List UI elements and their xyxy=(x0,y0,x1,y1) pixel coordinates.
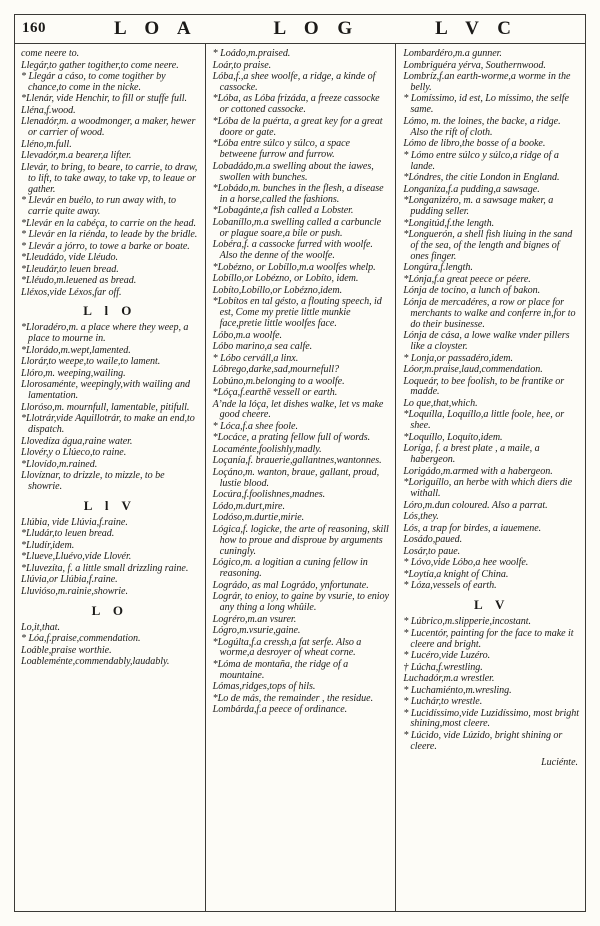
dictionary-entry: Lóbo marino,a sea calfe. xyxy=(212,341,313,353)
dictionary-entry: Lógica,f. logicke, the arte of reasoning, skill how to proue and disproue by arguments cuningly. xyxy=(212,523,389,557)
dictionary-entry: * Llevár a jórro, to towe a barke or boate. xyxy=(21,240,190,252)
dictionary-entry: Lluvióso,m.rainie,showrie. xyxy=(21,585,128,597)
dictionary-entry: Lobúno,m.belonging to a woolfe. xyxy=(212,375,345,387)
dictionary-entry: Lómo de libro,the bosse of a booke. xyxy=(403,138,546,150)
dictionary-entry: * Llegár a cáso, to come togither by chance,to come in the nicke. xyxy=(21,71,166,93)
dictionary-entry: Llovér,y o Llúeco,to raine. xyxy=(21,447,127,459)
dictionary-entry: *Lobádo,m. bunches in the flesh, a disease in a horse,called the fashions. xyxy=(212,183,384,205)
dictionary-entry: *Longuerón, a shell fish liuing in the sand of the sea, of the length and bignes of ones finger. xyxy=(403,229,573,262)
dictionary-entry: Lombardéro,m.a gunner. xyxy=(403,48,502,59)
dictionary-entry: *Locáce, a prating fellow full of words. xyxy=(212,432,371,444)
dictionary-entry: Lóba,f.,a shee woolfe, a ridge, a kinde of cassocke. xyxy=(212,71,376,93)
dictionary-entry: *Lóba, as Lóba frizáda, a freeze cassocke or cottoned cassocke. xyxy=(212,93,380,116)
dictionary-entry: Lógico,m. a logitian a cuning fellow in reasoning. xyxy=(212,557,368,580)
dictionary-entry: Llúbia, vide Llúvia,f.raine. xyxy=(21,516,128,528)
dictionary-entry: *Lléudo,m.leuened as bread. xyxy=(21,275,137,287)
dictionary-entry: *Llotrár,vide Aquillotrár, to make an end,to dispatch. xyxy=(21,413,195,436)
dictionary-entry: Longúra,f.length. xyxy=(403,262,473,274)
dictionary-entry: * Lómo entre súlco y súlco,a ridge of a lande. xyxy=(403,149,559,172)
dictionary-entry: Lo que,that,which. xyxy=(403,397,478,409)
dictionary-entry: *Lluvezíta, f. a little small drizzling raine. xyxy=(21,562,189,574)
section-heading: L l O xyxy=(83,303,137,319)
dictionary-entry: Lobíto,Lobíllo,or Lobézno,idem. xyxy=(212,284,343,296)
dictionary-entry: Lobaníllo,m.a swelling called a carbuncle or plague soare,a bile or push. xyxy=(212,216,382,239)
dictionary-entry: *Llenár, vide Henchir, to fill or stuffe full. xyxy=(21,93,187,105)
dictionary-entry: Llóro,m. weeping,wailing. xyxy=(21,367,126,379)
dictionary-entry: Longaníza,f.a pudding,a sawsage. xyxy=(403,183,540,195)
dictionary-entry: Llovedíza água,raine water. xyxy=(21,435,133,447)
dictionary-entry: * Lóvo,vide Lóbo,a hee woolfe. xyxy=(403,557,529,569)
column-right xyxy=(395,44,586,912)
dictionary-entry: Llúvia,or Llúbia,f.raine. xyxy=(21,574,118,586)
dictionary-entry: Lóor,m.praise,laud,commendation. xyxy=(403,364,543,376)
running-head-2: L O G xyxy=(273,17,360,39)
dictionary-entry: Lorigádo,m.armed with a habergeon. xyxy=(403,465,553,477)
dictionary-entry: Lódo,m.durt,mire. xyxy=(212,500,285,512)
section-heading: L l V xyxy=(83,497,136,513)
dictionary-entry: Lógro,m.vsurie,gaine. xyxy=(212,625,301,636)
dictionary-entry: *Loytía,a knight of China. xyxy=(403,568,509,580)
dictionary-entry: *Lleudádo, vide Lléudo. xyxy=(21,252,118,264)
dictionary-entry: Llevadór,m.a bearer,a lifter. xyxy=(21,150,132,162)
dictionary-entry: *Lóma de montaña, the ridge of a mountaine. xyxy=(212,658,349,681)
dictionary-entry: *Lobagánte,a fish called a Lobster. xyxy=(212,205,354,217)
dictionary-entry: * Luchamiénto,m.wresling. xyxy=(403,684,512,696)
dictionary-entry: Loríga, f. a brest plate , a maile, a habergeon. xyxy=(403,443,540,466)
catchword: Luciénte. xyxy=(541,756,579,768)
dictionary-entry: Llorosaménte, weepingly,with wailing and lamentation. xyxy=(21,379,190,402)
dictionary-entry: Lóro,m.dun coloured. Also a parrat. xyxy=(403,499,548,511)
dictionary-entry: *Lobézno, or Lobíllo,m.a woolfes whelp. xyxy=(212,261,376,273)
dictionary-entry: Llovíznar, to drizzle, to mizzle, to be showrie. xyxy=(21,470,165,493)
dictionary-entry: * Lóbo cerváll,a linx. xyxy=(212,352,299,364)
dictionary-entry: Lóbrego,darke,sad,mournefull? xyxy=(212,364,339,376)
dictionary-entry: Lombríz,f.an earth-worme,a worme in the belly. xyxy=(403,71,571,93)
dictionary-entry: Lodóso,m.durtie,mirie. xyxy=(212,512,305,524)
running-head-3: L V C xyxy=(435,17,518,39)
dictionary-entry: * Lonja,or passadéro,idem. xyxy=(403,352,513,364)
section-heading: L V xyxy=(474,597,510,613)
dictionary-entry: Lombárda,f.a peece of ordinance. xyxy=(212,704,348,716)
folio-number: 160 xyxy=(22,20,46,36)
dictionary-entry: † Lúcha,f.wrestling. xyxy=(403,661,483,673)
dictionary-entry: * Lucentór, painting for the face to make it cleere and bright. xyxy=(403,627,574,650)
dictionary-entry: Loár,to praise. xyxy=(212,59,272,71)
dictionary-entry: *Lóba de la puérta, a great key for a great doore or gate. xyxy=(212,115,383,138)
dictionary-entry: *Lobítos en tal gésto, a flouting speech, id est, Come my pretie little munkie face,pretie little woolfes face. xyxy=(212,296,382,330)
dictionary-entry: Llegár,to gather togither,to come neere. xyxy=(21,59,179,71)
dictionary-entry: *Lóba entre súlco y súlco, a space betweene furrow and furrow. xyxy=(212,138,350,161)
dictionary-entry: *Llevár en la cabéça, to carrie on the head. xyxy=(21,217,196,229)
dictionary-entry: Lobíllo,or Lobézno, or Lobíto, idem. xyxy=(212,273,359,285)
dictionary-entry: Lobadádo,m.a swelling about the iawes, swollen with bunches. xyxy=(212,160,374,183)
dictionary-entry: *Llorádo,m.wept,lamented. xyxy=(21,344,131,356)
dictionary-entry: Losádo,paued. xyxy=(403,534,463,546)
dictionary-entry: *Llovído,m.rained. xyxy=(21,458,98,470)
dictionary-entry: * Loádo,m.praised. xyxy=(212,48,291,59)
dictionary-entry: Lómo, m. the loines, the backe, a ridge. Also the rift of cloth. xyxy=(403,115,561,138)
dictionary-entry: Locúra,f.foolishnes,madnes. xyxy=(212,489,326,501)
dictionary-entry: Lobéra,f. a cassocke furred with woolfe. Also the denne of the woolfe. xyxy=(212,239,373,262)
dictionary-entry: *Loriguíllo, an herbe with which diers die withall. xyxy=(403,477,572,500)
column-middle xyxy=(205,44,396,912)
running-heads xyxy=(76,18,586,40)
dictionary-entry: *Lludír,idem. xyxy=(21,539,75,551)
dictionary-entry: *Lloradéro,m. a place where they weep, a place to mourne in. xyxy=(21,322,189,345)
dictionary-entry: Loableménte,commendably,laudably. xyxy=(21,656,170,668)
dictionary-entry: Lós,they. xyxy=(403,511,439,523)
dictionary-entry: *Longitúd,f.the length. xyxy=(403,217,495,229)
dictionary-entry: Lléno,m.full. xyxy=(21,138,72,150)
section-heading: L O xyxy=(91,602,128,618)
dictionary-entry: * Lucidíssimo,vide Luzidíssimo, most bright shining,most cleere. xyxy=(403,707,579,730)
dictionary-entry: Lloróso,m. mournfull, lamentable, pitifull. xyxy=(21,401,190,413)
dictionary-entry: Lombriguéra yérva, Southernwood. xyxy=(403,59,546,71)
dictionary-entry: *Lóça,f.earthē vessell or earth. xyxy=(212,387,338,399)
dictionary-entry: * Lóca,f.a shee foole. xyxy=(212,420,298,432)
dictionary-entry: *Lo de más, the remainder , the residue. xyxy=(212,692,374,704)
dictionary-entry: Loçáno,m. wanton, braue, gallant, proud, lustie blood. xyxy=(212,466,380,489)
dictionary-entry: Lléna,f.wood. xyxy=(21,104,76,116)
dictionary-entry: A’nde la lóça, let dishes walke, let vs make good cheere. xyxy=(212,398,384,421)
dictionary-entry: *Longanizéro, m. a sawsage maker, a pudding seller. xyxy=(403,195,554,218)
dictionary-entry: Llevár, to bring, to beare, to carrie, to draw, to lift, to take away, to take vp, to leaue or gather. xyxy=(21,161,198,195)
dictionary-entry: Llenadór,m. a woodmonger, a maker, hewer or carrier of wood. xyxy=(21,116,196,139)
dictionary-entry: *Logúlta,f.a cressh,a fat serfe. Also a worme,a desroyer of wheat corne. xyxy=(212,636,362,659)
dictionary-entry: Lóbo,m.a woolfe. xyxy=(212,329,282,341)
dictionary-entry: Lónja de cása, a lowe walke vnder pillers like a cloyster. xyxy=(403,330,570,353)
dictionary-entry: *Lónja,f.a great peece or péere. xyxy=(403,273,531,285)
text-columns xyxy=(14,44,586,912)
dictionary-entry: Lós, a trap for birdes, a iauemene. xyxy=(403,522,542,534)
dictionary-entry: Llorár,to weepe,to waile,to lament. xyxy=(21,356,161,368)
dictionary-entry: *Llueve,Lluévo,vide Llovér. xyxy=(21,551,132,563)
dictionary-entry: Loqueár, to bee foolish, to be frantike or madde. xyxy=(403,375,565,398)
dictionary-entry: * Luchár,to wrestle. xyxy=(403,696,483,707)
dictionary-entry: * Lucéro,vide Luzéro. xyxy=(403,650,491,661)
running-head-1: L O A xyxy=(113,17,198,39)
dictionary-entry: Lográdo, as mal Lográdo, ynfortunate. xyxy=(212,579,369,591)
dictionary-entry: * Lúcido, vide Lúzido, bright shining or cleere. xyxy=(403,729,563,752)
dictionary-entry: * Lomíssimo, id est, Lo míssimo, the selfe same. xyxy=(403,93,569,116)
dictionary-entry: *Loquílla, Loquíllo,a little foole, hee, or shee. xyxy=(403,409,565,432)
dictionary-entry: Lómas,ridges,tops of hils. xyxy=(212,681,316,693)
dictionary-entry: Lónja de mercadéres, a row or place for merchants to walke and conferre in,for to do their businesse. xyxy=(403,296,576,330)
dictionary-entry: Lónja de tocíno, a lunch of bakon. xyxy=(403,285,541,297)
column-left xyxy=(14,44,205,912)
dictionary-entry: Loçanía,f. brauerie,gallantnes,wantonnes. xyxy=(212,455,382,467)
dictionary-entry: Locaménte,foolishly,madly. xyxy=(212,443,322,455)
dictionary-entry: Logréro,m.an vsurer. xyxy=(212,613,297,625)
dictionary-entry: * Lóza,vessels of earth. xyxy=(403,580,497,592)
dictionary-entry: * Llevár en la riénda, to leade by the bridle. xyxy=(21,229,198,241)
dictionary-entry: Lléxos,vide Léxos,far off. xyxy=(21,286,122,298)
dictionary-entry: *Loquíllo, Loquíto,idem. xyxy=(403,431,503,443)
dictionary-entry: Losár,to paue. xyxy=(403,545,461,557)
dictionary-entry: * Lúbrico,m.slipperie,incostant. xyxy=(403,616,531,628)
dictionary-entry: Loáble,praise worthie. xyxy=(21,644,112,656)
dictionary-entry: Lográr, to enioy, to gaine by vsurie, to enioy any thing a long whûile. xyxy=(212,591,389,613)
dictionary-entry: *Lleudár,to leuen bread. xyxy=(21,263,119,275)
dictionary-entry: * Llevár en buélo, to run away with, to carrie quite away. xyxy=(21,195,177,218)
dictionary-entry: Lo,it,that. xyxy=(21,621,60,633)
dictionary-entry: * Lóa,f.praise,commendation. xyxy=(21,633,141,645)
dictionary-entry: *Lóndres, the citie London in England. xyxy=(403,172,560,184)
dictionary-entry: come neere to. xyxy=(21,48,80,59)
dictionary-entry: Luchadór,m.a wrestler. xyxy=(403,673,495,684)
page-header xyxy=(14,14,586,44)
dictionary-entry: *Lludár,to leuen bread. xyxy=(21,528,115,540)
